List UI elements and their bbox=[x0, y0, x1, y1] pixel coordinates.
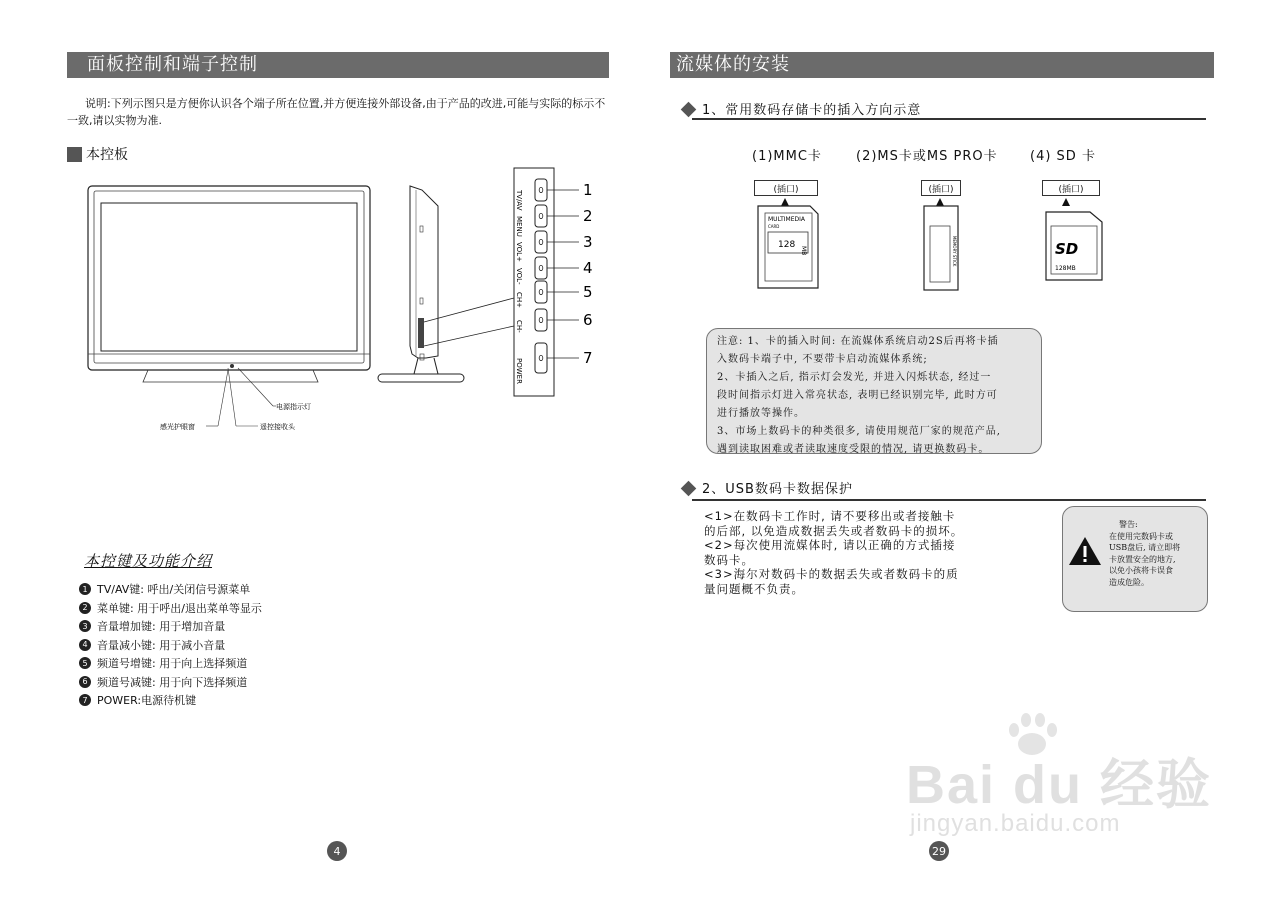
slot-label-mmc: (插口) bbox=[754, 180, 818, 196]
list-item bbox=[79, 617, 262, 636]
callout-number: 1 bbox=[583, 181, 593, 199]
ms-text: MEMORY STICK bbox=[952, 236, 957, 267]
callout-number: 5 bbox=[583, 283, 593, 301]
section-marker-icon bbox=[67, 147, 82, 162]
power-light-dot bbox=[230, 364, 234, 368]
warning-line: 造成危险。 bbox=[1109, 577, 1149, 587]
number-badge: 5 bbox=[79, 657, 91, 669]
tv-side-diagram bbox=[378, 186, 458, 386]
function-text: 菜单键: 用于呼出/退出菜单等显示 bbox=[97, 601, 262, 615]
usb-line: 的后部, 以免造成数据丢失或者数码卡的损坏。 bbox=[704, 523, 964, 538]
number-badge: 1 bbox=[79, 583, 91, 595]
mmc-capacity: 128 bbox=[778, 240, 796, 250]
usb-protection-text bbox=[704, 509, 963, 597]
function-text: 频道号减键: 用于向下选择频道 bbox=[97, 675, 248, 689]
function-text: POWER:电源待机键 bbox=[97, 694, 197, 708]
subsection-card-insertion bbox=[683, 99, 921, 118]
callout-number: 7 bbox=[583, 349, 593, 367]
note-box bbox=[706, 328, 1042, 454]
mmc-card-text: CARD bbox=[768, 224, 780, 229]
usb-line: <2>每次使用流媒体时, 请以正确的方式插接 bbox=[704, 538, 956, 553]
note-line: 2、卡插入之后, 指示灯会发光, 并进入闪烁状态, 经过一 bbox=[717, 372, 992, 383]
card-label-ms: (2)MS卡或MS PRO卡 bbox=[856, 149, 998, 164]
control-panel-diagram bbox=[513, 168, 613, 400]
list-item bbox=[79, 673, 262, 692]
tv-front-diagram bbox=[88, 186, 378, 446]
panel-button[interactable] bbox=[535, 281, 547, 303]
panel-button[interactable] bbox=[535, 179, 547, 201]
note-line: 段时间指示灯进入常亮状态, 表明已经识别完毕, 此时方可 bbox=[717, 390, 998, 401]
mmc-unit: MB bbox=[800, 246, 807, 256]
warning-box bbox=[1062, 506, 1208, 612]
note-line: 入数码卡端子中, 不要带卡启动流媒体系统; bbox=[717, 354, 928, 365]
usb-line: <1>在数码卡工作时, 请不要移出或者接触卡 bbox=[704, 509, 956, 523]
button-label: TV/AV bbox=[515, 190, 523, 211]
watermark-main: Bai du 经验 bbox=[906, 755, 1213, 815]
note-line: 注意: 1、卡的插入时间: 在流媒体系统启动2S后再将卡插 bbox=[717, 336, 999, 347]
sd-capacity: 128MB bbox=[1055, 265, 1076, 272]
number-badge: 3 bbox=[79, 620, 91, 632]
warning-line: 卡放置安全的地方, bbox=[1109, 554, 1176, 564]
page-number-left: 4 bbox=[327, 841, 347, 861]
warning-line: 警告: bbox=[1119, 520, 1138, 529]
button-label: MENU bbox=[515, 216, 523, 237]
number-badge: 4 bbox=[79, 639, 91, 651]
watermark-sub: jingyan.baidu.com bbox=[910, 810, 1121, 837]
warning-line: USB盘后, 请立即将 bbox=[1109, 543, 1181, 552]
button-label: CH- bbox=[515, 320, 523, 333]
panel-button[interactable] bbox=[535, 231, 547, 253]
list-item bbox=[79, 691, 262, 710]
list-item bbox=[79, 580, 262, 599]
panel-button[interactable] bbox=[535, 205, 547, 227]
power-light-label: 电源指示灯 bbox=[276, 403, 311, 411]
diamond-icon bbox=[681, 481, 697, 497]
warning-line: 以免小孩将卡误食 bbox=[1109, 566, 1173, 575]
subsection-title: 1、常用数码存储卡的插入方向示意 bbox=[702, 103, 922, 118]
sd-logo: SD bbox=[1055, 240, 1079, 258]
left-page-header: 面板控制和端子控制 bbox=[67, 52, 609, 78]
note-line: 3、市场上数码卡的种类很多, 请使用规范厂家的规范产品, bbox=[717, 426, 1001, 437]
page-number-right: 29 bbox=[929, 841, 949, 861]
callout-number: 3 bbox=[583, 233, 593, 251]
function-text: 音量减小键: 用于减小音量 bbox=[97, 638, 226, 652]
mmc-card-diagram bbox=[754, 196, 824, 292]
slot-label-sd: (插口) bbox=[1042, 180, 1100, 196]
function-text: TV/AV键: 呼出/关闭信号源菜单 bbox=[97, 583, 251, 597]
button-label: VOL- bbox=[515, 268, 523, 285]
usb-line: <3>海尔对数码卡的数据丢失或者数码卡的质 bbox=[704, 567, 959, 582]
panel-button[interactable] bbox=[535, 343, 547, 373]
usb-line: 数码卡。 bbox=[704, 552, 754, 567]
section-title: 本控板 bbox=[86, 147, 128, 163]
number-badge: 7 bbox=[79, 694, 91, 706]
panel-button[interactable] bbox=[535, 309, 547, 331]
diamond-icon bbox=[681, 102, 697, 118]
list-item bbox=[79, 654, 262, 673]
subsection-usb-protection bbox=[683, 478, 853, 497]
panel-button[interactable] bbox=[535, 257, 547, 279]
mmc-text: MULTIMEDIA bbox=[768, 216, 805, 223]
button-label: VOL+ bbox=[515, 242, 523, 262]
remote-receiver-label: 遥控接收头 bbox=[260, 423, 295, 431]
divider bbox=[692, 499, 1206, 501]
slot-label-ms: (插口) bbox=[921, 180, 961, 196]
button-label: POWER bbox=[515, 358, 523, 384]
warning-line: 在使用完数码卡或 bbox=[1109, 531, 1173, 541]
functions-title: 本控键及功能介绍 bbox=[84, 552, 213, 570]
number-badge: 6 bbox=[79, 676, 91, 688]
control-panel-section bbox=[67, 144, 128, 164]
callout-number: 2 bbox=[583, 207, 593, 225]
light-sensor-label: 感光护眼窗 bbox=[160, 423, 195, 431]
card-label-mmc: (1)MMC卡 bbox=[752, 149, 822, 164]
warning-text bbox=[1109, 519, 1180, 588]
divider bbox=[692, 118, 1206, 120]
note-line: 遇到读取困难或者读取速度受限的情况, 请更换数码卡。 bbox=[717, 444, 990, 455]
note-line: 进行播放等操作。 bbox=[717, 408, 805, 419]
list-item bbox=[79, 599, 262, 618]
list-item bbox=[79, 636, 262, 655]
functions-list bbox=[79, 580, 262, 710]
ms-card-diagram bbox=[921, 196, 971, 296]
number-badge: 2 bbox=[79, 602, 91, 614]
function-text: 音量增加键: 用于增加音量 bbox=[97, 620, 226, 634]
sd-card-diagram bbox=[1042, 196, 1112, 286]
warning-icon bbox=[1067, 535, 1103, 567]
function-text: 频道号增键: 用于向上选择频道 bbox=[97, 657, 248, 671]
callout-number: 6 bbox=[583, 311, 593, 329]
subsection-title: 2、USB数码卡数据保护 bbox=[702, 482, 853, 497]
button-label: CH+ bbox=[515, 292, 523, 309]
callout-number: 4 bbox=[583, 259, 593, 277]
usb-line: 量问题概不负责。 bbox=[704, 581, 804, 596]
right-page-header: 流媒体的安装 bbox=[670, 52, 1214, 78]
card-label-sd: (4) SD 卡 bbox=[1030, 149, 1096, 164]
intro-text: 说明:下列示图只是方便你认识各个端子所在位置,并方便连接外部设备,由于产品的改进,可能与实际的标示不一致,请以实物为准. bbox=[67, 97, 606, 127]
